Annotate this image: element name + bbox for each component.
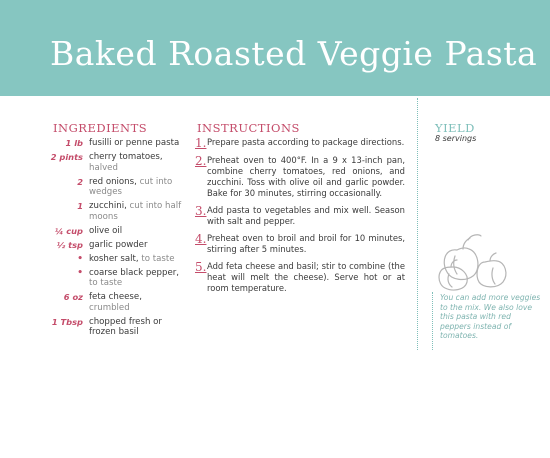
ingredient-qty: 2 — [77, 176, 83, 187]
yield-value: 8 servings — [435, 134, 477, 143]
ingredient-name: garlic powder — [89, 239, 148, 250]
step-text: Add feta cheese and basil; stir to combine (the heat will melt the cheese). Serve hot or at room temperature. — [207, 260, 405, 294]
bullet-icon: • — [77, 267, 83, 278]
step-text: Preheat oven to 400°F. In a 9 x 13-inch pan, combine cherry tomatoes, red onions, and zucchini. Toss with olive oil and garlic powder. Bake for 30 minutes, stirring occasionally. — [207, 154, 405, 199]
yield-heading: YIELD — [435, 121, 475, 135]
instruction-step — [195, 261, 405, 295]
ingredient-name: chopped fresh or frozen basil — [89, 316, 162, 337]
step-number: 4. — [195, 231, 207, 246]
instruction-step — [195, 137, 405, 149]
ingredient-note: cut into half moons — [89, 201, 182, 222]
step-number: 2. — [195, 153, 207, 168]
ingredient-name: zucchini, — [89, 201, 127, 211]
ingredient-name: coarse black pepper, — [89, 267, 180, 278]
bullet-icon: • — [77, 253, 83, 264]
sidebar-divider — [417, 98, 418, 350]
ingredient-note: to taste — [89, 278, 123, 288]
ingredient-name: fusilli or penne pasta — [89, 138, 180, 148]
instruction-step — [195, 205, 405, 227]
ingredient-note: crumbled — [89, 302, 130, 313]
ingredient-qty: ¼ cup — [54, 225, 83, 236]
ingredient-name: cherry tomatoes, — [89, 152, 163, 162]
ingredient-row — [50, 226, 182, 237]
step-number: 3. — [195, 203, 207, 218]
ingredient-qty: 1 — [77, 201, 83, 211]
ingredient-row — [50, 138, 182, 149]
step-text: Prepare pasta according to package directions. — [207, 137, 405, 147]
step-number: 1. — [195, 136, 207, 150]
ingredient-row — [50, 240, 182, 251]
ingredient-name: kosher salt, — [89, 253, 139, 264]
ingredient-qty: ½ tsp — [56, 239, 83, 250]
ingredient-qty: 6 oz — [63, 292, 83, 302]
ingredient-row — [50, 317, 182, 338]
ingredient-name: red onions, — [89, 176, 137, 187]
instruction-step — [195, 155, 405, 200]
instructions-list — [195, 137, 405, 300]
ingredient-row — [50, 292, 182, 313]
ingredient-row — [50, 254, 182, 265]
ingredient-note: cut into wedges — [89, 176, 173, 197]
ingredient-name: feta cheese, — [89, 292, 142, 302]
ingredient-note: to taste — [141, 253, 175, 264]
ingredient-note: halved — [89, 162, 118, 173]
ingredient-qty: 1 lb — [65, 138, 83, 148]
bell-peppers-icon — [435, 222, 515, 296]
ingredient-row — [50, 177, 182, 198]
ingredient-name: olive oil — [89, 225, 123, 236]
ingredient-row — [50, 201, 182, 222]
ingredients-heading: INGREDIENTS — [53, 121, 148, 135]
step-number: 5. — [195, 259, 207, 274]
step-text: Add pasta to vegetables and mix well. Season with salt and pepper. — [207, 204, 405, 227]
tip-note: You can add more veggies to the mix. We also love this pasta with red peppers instead of tomatoes. — [440, 293, 541, 341]
ingredient-row — [50, 152, 182, 173]
instructions-heading: INSTRUCTIONS — [197, 121, 300, 135]
ingredient-qty: 1 Tbsp — [51, 316, 83, 327]
ingredient-qty: 2 pints — [50, 152, 83, 162]
instruction-step — [195, 233, 405, 255]
ingredient-row — [50, 268, 182, 289]
page-title: Baked Roasted Veggie Pasta — [50, 34, 538, 73]
ingredients-list — [50, 138, 182, 341]
step-text: Preheat oven to broil and broil for 10 minutes, stirring after 5 minutes. — [207, 232, 405, 254]
